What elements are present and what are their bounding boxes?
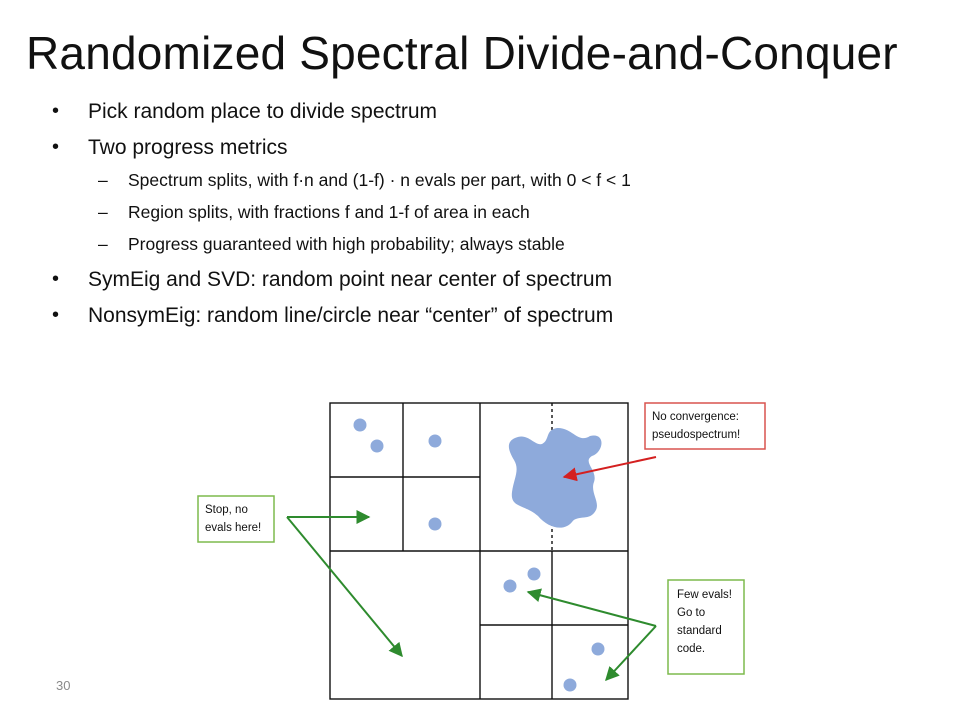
green-arrow: [528, 592, 656, 626]
eigenvalue-dot: [354, 419, 367, 432]
slide-number: 30: [56, 678, 71, 693]
callout-few-evals: [528, 580, 744, 680]
callout-box: [645, 403, 765, 449]
sub-bullet-item: – Progress guaranteed with high probability; always stable: [48, 232, 631, 256]
bullet-item: • SymEig and SVD: random point near center of spectrum: [48, 266, 631, 293]
eigenvalue-dot: [504, 580, 517, 593]
callout-stop: [198, 496, 402, 656]
eigenvalue-dot: [592, 643, 605, 656]
green-arrow: [606, 626, 656, 680]
callout-line: Few evals!: [677, 589, 732, 601]
eigenvalue-dot: [429, 518, 442, 531]
eigenvalue-dot: [564, 679, 577, 692]
bullet-item: • Pick random place to divide spectrum: [48, 98, 631, 125]
eigenvalue-dot: [528, 568, 541, 581]
sub-bullet-item: – Spectrum splits, with f·n and (1-f) · n evals per part, with 0 < f < 1: [48, 168, 631, 192]
callout-line: evals here!: [205, 522, 262, 534]
callout-box: [198, 496, 274, 542]
bullet-item: • NonsymEig: random line/circle near “center” of spectrum: [48, 302, 631, 329]
pseudospectrum-blob: [509, 428, 602, 528]
callout-line: standard: [677, 625, 722, 637]
slide-title: Randomized Spectral Divide-and-Conquer: [26, 27, 898, 79]
callout-line: Stop, no: [205, 504, 248, 516]
callout-line: code.: [677, 643, 706, 655]
callout-line: No convergence:: [652, 411, 739, 423]
sub-bullet-item: – Region splits, with fractions f and 1-f of area in each: [48, 200, 631, 224]
bullet-item: • Two progress metrics: [48, 134, 631, 161]
callout-line: Go to: [677, 607, 706, 619]
eigenvalue-dot: [429, 435, 442, 448]
callout-line: pseudospectrum!: [652, 429, 741, 441]
eigenvalue-dot: [371, 440, 384, 453]
green-arrow: [287, 517, 402, 656]
